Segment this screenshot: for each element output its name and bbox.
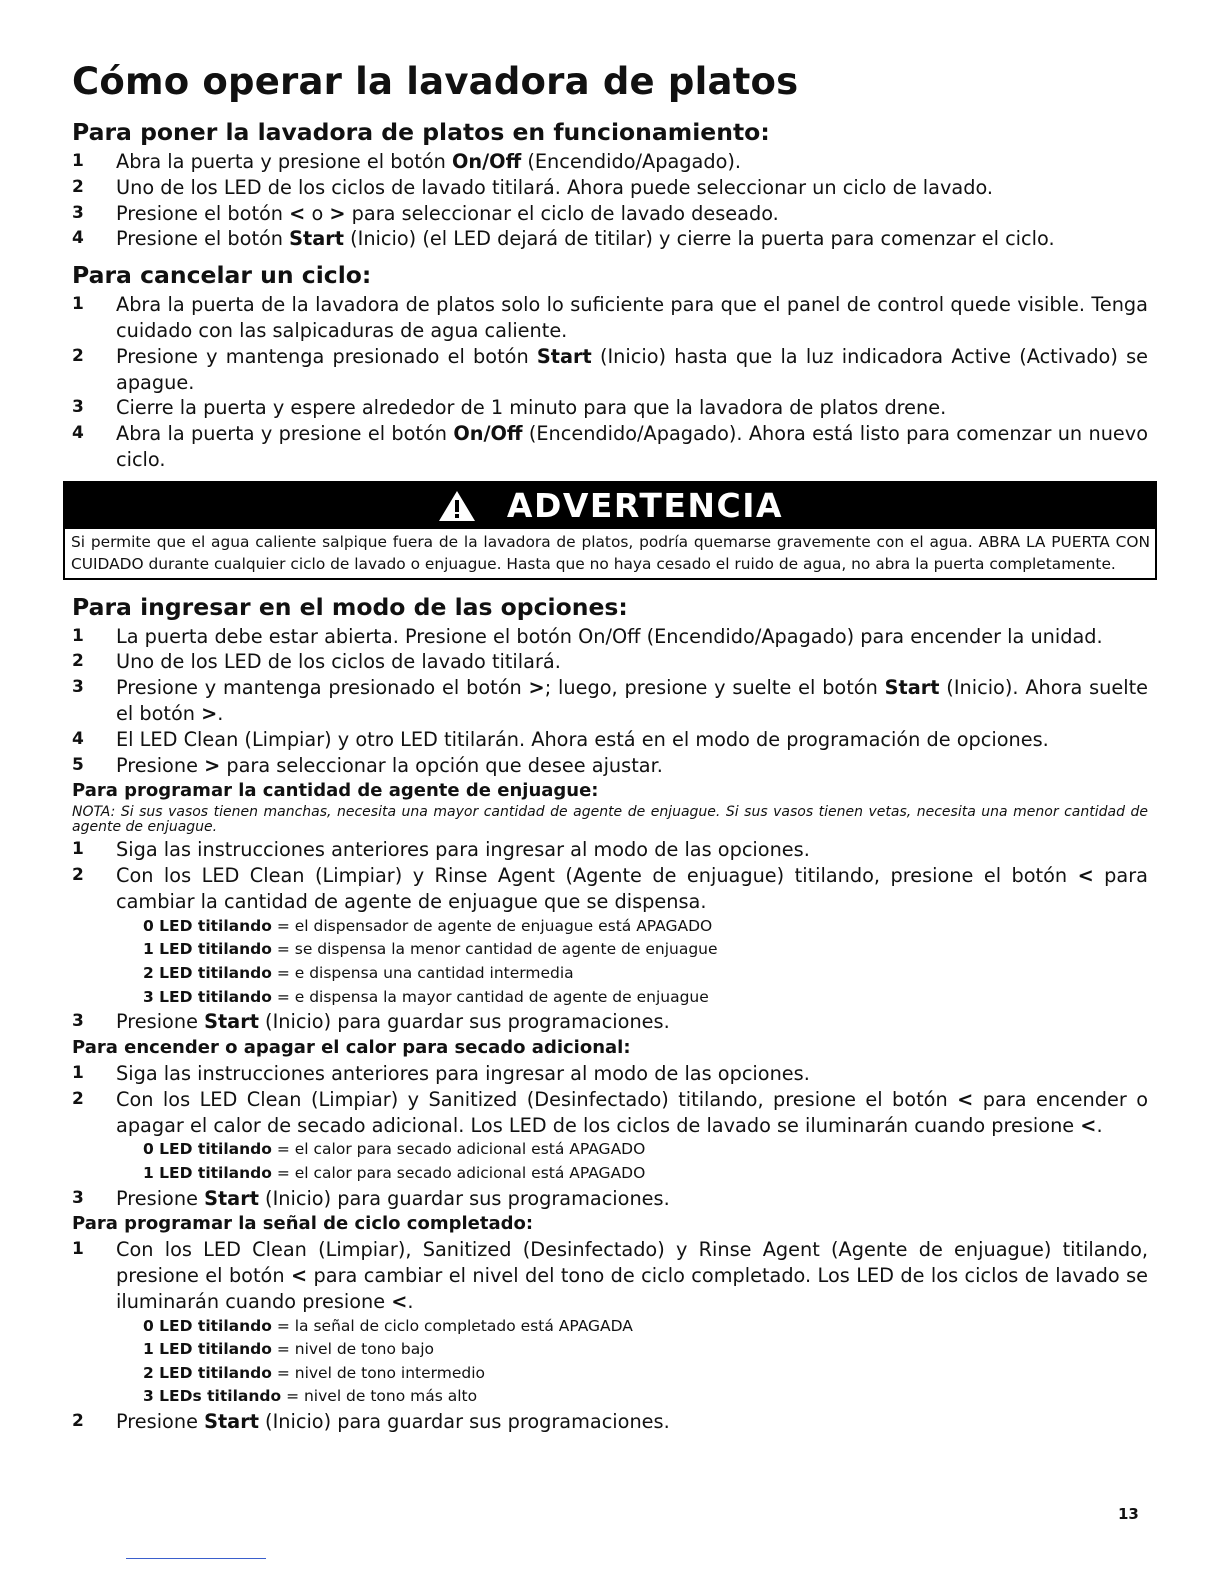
list-item (72, 1087, 1148, 1139)
step-number: 4 (72, 728, 84, 749)
led-meaning: = nivel de tono bajo (271, 1340, 435, 1359)
warning-triangle-icon (437, 489, 477, 523)
led-meaning: = se dispensa la menor cantidad de agente de enjuague (271, 940, 718, 959)
list-item (72, 727, 1148, 753)
list-item (72, 675, 1148, 727)
text: (Inicio) para guardar sus programaciones. (258, 1186, 670, 1210)
text: ; luego, presione y suelte el botón (544, 676, 885, 700)
step-number: 2 (72, 1411, 84, 1432)
onoff-button-label: On/Off (453, 422, 523, 446)
start-button-label: Start (204, 1410, 259, 1434)
led-count: 0 LED titilando (143, 1140, 272, 1159)
warning-text: Si permite que el agua caliente salpique fuera de la lavadora de platos, podría quemarse gravemente con el agua. ABRA LA PUERTA CON CUIDADO durante cualquier ciclo de lavado o enjuague. Hasta que no haya cesado el ruido de agua, no abra la puerta completamente. (71, 532, 1150, 574)
rinse-agent-steps (72, 837, 1148, 914)
text: Presione (116, 1186, 205, 1210)
text: para encender o apagar el calor de secado adicional. Los LED de los ciclos de lavado se iluminarán cuando presione (116, 1087, 1149, 1137)
left-arrow-button-label: < (289, 201, 306, 225)
text: Con los LED Clean (Limpiar) y Sanitized (Desinfectado) titilando, presione el botón (116, 1087, 958, 1111)
text: Siga las instrucciones anteriores para ingresar al modo de las opciones. (116, 1061, 810, 1085)
text: para cambiar la cantidad de agente de enjuague que se dispensa. (116, 864, 1148, 913)
led-count: 1 LED titilando (143, 940, 272, 959)
left-arrow-button-label: < (1080, 1113, 1097, 1137)
list-item (72, 226, 1148, 252)
manual-page (72, 58, 1148, 1435)
led-meaning: = la señal de ciclo completado está APAGADA (271, 1316, 633, 1335)
step-number: 3 (72, 1187, 84, 1208)
extra-dry-steps (72, 1061, 1148, 1138)
right-arrow-button-label: > (329, 201, 346, 225)
footer-rule (126, 1558, 266, 1559)
page-number: 13 (1118, 1505, 1139, 1523)
led-option (72, 962, 1148, 986)
text: Presione (116, 1410, 205, 1434)
text: para seleccionar el ciclo de lavado deseado. (345, 201, 779, 225)
list-item (72, 753, 1148, 779)
text: Abra la puerta y presione el botón (116, 422, 454, 446)
text: Abra la puerta y presione el botón (116, 150, 453, 173)
right-arrow-button-label: > (204, 753, 221, 777)
left-arrow-button-label: < (391, 1289, 408, 1313)
section-heading-start: Para poner la lavadora de platos en funcionamiento: (72, 118, 770, 146)
warning-title: ADVERTENCIA (506, 486, 784, 526)
led-count: 2 LED titilando (143, 963, 272, 982)
text: (Inicio) para guardar sus programaciones. (258, 1010, 670, 1034)
step-number: 1 (72, 625, 84, 646)
end-signal-steps (72, 1237, 1148, 1314)
text: (Inicio) (el LED dejará de titilar) y cierre la puerta para comenzar el ciclo. (344, 227, 1055, 251)
start-button-label: Start (204, 1010, 259, 1034)
extra-dry-save-step (72, 1186, 1148, 1212)
text: Presione el botón (116, 227, 290, 251)
led-count: 3 LEDs titilando (143, 1387, 282, 1406)
step-number: 1 (72, 839, 84, 860)
cancel-steps (72, 292, 1148, 473)
text: Presione (116, 1010, 205, 1034)
text: Presione (116, 753, 205, 777)
start-steps (72, 149, 1148, 252)
step-number: 1 (72, 1239, 84, 1260)
text: (Inicio) hasta que la luz indicadora Active (Activado) se apague. (116, 344, 1149, 394)
led-option (72, 1315, 1148, 1339)
text: para seleccionar la opción que desee ajustar. (220, 753, 663, 777)
led-option (72, 1138, 1148, 1162)
list-item (72, 863, 1148, 915)
list-item (72, 292, 1148, 344)
step-number: 2 (72, 651, 84, 672)
list-item (72, 421, 1148, 473)
warning-box (63, 481, 1157, 580)
led-count: 1 LED titilando (143, 1340, 272, 1359)
text: Con los LED Clean (Limpiar) y Rinse Agent (Agente de enjuague) titilando, presione el botón (116, 864, 1078, 888)
text: Uno de los LED de los ciclos de lavado titilará. Ahora puede seleccionar un ciclo de lavado. (116, 175, 994, 199)
text: Cierre la puerta y espere alrededor de 1 minuto para que la lavadora de platos drene. (116, 396, 947, 420)
led-meaning: = e dispensa la mayor cantidad de agente de enjuague (271, 987, 709, 1006)
led-meaning: = el dispensador de agente de enjuague está APAGADO (271, 916, 713, 935)
start-button-label: Start (884, 676, 940, 700)
list-item (72, 175, 1148, 201)
text: . (1096, 1113, 1103, 1137)
step-number: 3 (72, 1011, 84, 1032)
led-option (72, 1338, 1148, 1362)
led-count: 1 LED titilando (143, 1163, 272, 1182)
text: Uno de los LED de los ciclos de lavado titilará. (116, 650, 561, 674)
led-meaning: = el calor para secado adicional está APAGADO (271, 1140, 646, 1159)
list-item (72, 1061, 1148, 1087)
rinse-agent-note: NOTA: Si sus vasos tienen manchas, necesita una mayor cantidad de agente de enjuague. Si sus vasos tienen vetas, necesita una menor cantidad de agente de enjuague. (72, 804, 1148, 836)
rinse-agent-save-step (72, 1009, 1148, 1035)
step-number: 2 (72, 1088, 84, 1109)
step-number: 2 (72, 345, 84, 366)
text: Siga las instrucciones anteriores para ingresar al modo de las opciones. (116, 838, 810, 862)
step-number: 3 (72, 677, 84, 698)
section-heading-cancel: Para cancelar un ciclo: (72, 261, 372, 290)
start-button-label: Start (204, 1186, 259, 1210)
end-signal-save-step (72, 1409, 1148, 1435)
right-arrow-button-label: > (201, 701, 218, 725)
text: Con los LED Clean (Limpiar), Sanitized (Desinfectado) y Rinse Agent (Agente de enjuague) titilando, presione el botón (116, 1238, 1148, 1288)
subsection-heading-end-signal: Para programar la señal de ciclo completado: (72, 1213, 534, 1235)
led-meaning: = nivel de tono intermedio (271, 1363, 486, 1382)
list-item (72, 149, 1148, 175)
subsection-heading-extra-dry: Para encender o apagar el calor para secado adicional: (72, 1036, 631, 1058)
led-option (72, 938, 1148, 962)
step-number: 4 (72, 228, 84, 249)
text: (Encendido/Apagado). (521, 150, 742, 173)
warning-header (65, 483, 1155, 529)
led-option (72, 1162, 1148, 1186)
text: Abra la puerta de la lavadora de platos solo lo suficiente para que el panel de control quede visible. Tenga cuidado con las salpicaduras de agua caliente. (116, 293, 1148, 342)
onoff-button-label: On/Off (452, 150, 522, 173)
led-count: 3 LED titilando (143, 987, 272, 1006)
led-meaning: = e dispensa una cantidad intermedia (271, 963, 574, 982)
step-number: 1 (72, 151, 84, 171)
text: (Encendido/Apagado). Ahora está listo para comenzar un nuevo ciclo. (116, 422, 1148, 471)
step-number: 5 (72, 754, 84, 775)
list-item (72, 624, 1148, 650)
step-number: 2 (72, 176, 84, 197)
start-button-label: Start (536, 344, 592, 368)
text: para cambiar el nivel del tono de ciclo completado. Los LED de los ciclos de lavado se iluminarán cuando presione (116, 1264, 1148, 1313)
list-item (72, 201, 1148, 227)
list-item (72, 649, 1148, 675)
led-meaning: = nivel de tono más alto (281, 1387, 478, 1406)
text: El LED Clean (Limpiar) y otro LED titilarán. Ahora está en el modo de programación de opciones. (116, 727, 1049, 751)
options-steps (72, 624, 1148, 779)
led-option (72, 1385, 1148, 1409)
led-count: 0 LED titilando (143, 1316, 272, 1335)
text: La puerta debe estar abierta. Presione el botón On/Off (Encendido/Apagado) para encender la unidad. (116, 624, 1103, 648)
step-number: 3 (72, 202, 84, 223)
list-item (72, 1237, 1148, 1314)
left-arrow-button-label: < (290, 1264, 308, 1288)
step-number: 4 (72, 423, 84, 444)
led-meaning: = el calor para secado adicional está APAGADO (271, 1163, 646, 1182)
list-item (72, 395, 1148, 421)
list-item (72, 1009, 1148, 1035)
left-arrow-button-label: < (1077, 864, 1094, 888)
text: . (217, 701, 224, 725)
led-count: 0 LED titilando (143, 916, 272, 935)
led-option (72, 1362, 1148, 1386)
left-arrow-button-label: < (957, 1087, 974, 1111)
right-arrow-button-label: > (528, 676, 545, 700)
text: (Inicio) para guardar sus programaciones. (258, 1410, 670, 1434)
step-number: 1 (72, 294, 84, 315)
text: Presione el botón (116, 201, 290, 225)
start-button-label: Start (289, 227, 344, 251)
text: Presione y mantenga presionado el botón (116, 676, 529, 700)
list-item (72, 1409, 1148, 1435)
text: Presione y mantenga presionado el botón (116, 344, 537, 368)
text: . (407, 1289, 414, 1313)
page-title: Cómo operar la lavadora de platos (72, 60, 799, 103)
step-number: 3 (72, 397, 84, 418)
text: (Inicio). Ahora suelte el botón (116, 676, 1149, 725)
section-heading-options: Para ingresar en el modo de las opciones: (72, 592, 628, 621)
list-item (72, 1186, 1148, 1212)
led-option (72, 915, 1148, 939)
list-item (72, 344, 1148, 396)
subsection-heading-rinse-agent: Para programar la cantidad de agente de enjuague: (72, 780, 599, 802)
step-number: 2 (72, 865, 84, 886)
text: o (305, 201, 330, 225)
list-item (72, 837, 1148, 863)
led-option (72, 986, 1148, 1010)
led-count: 2 LED titilando (143, 1363, 272, 1382)
step-number: 1 (72, 1062, 84, 1083)
